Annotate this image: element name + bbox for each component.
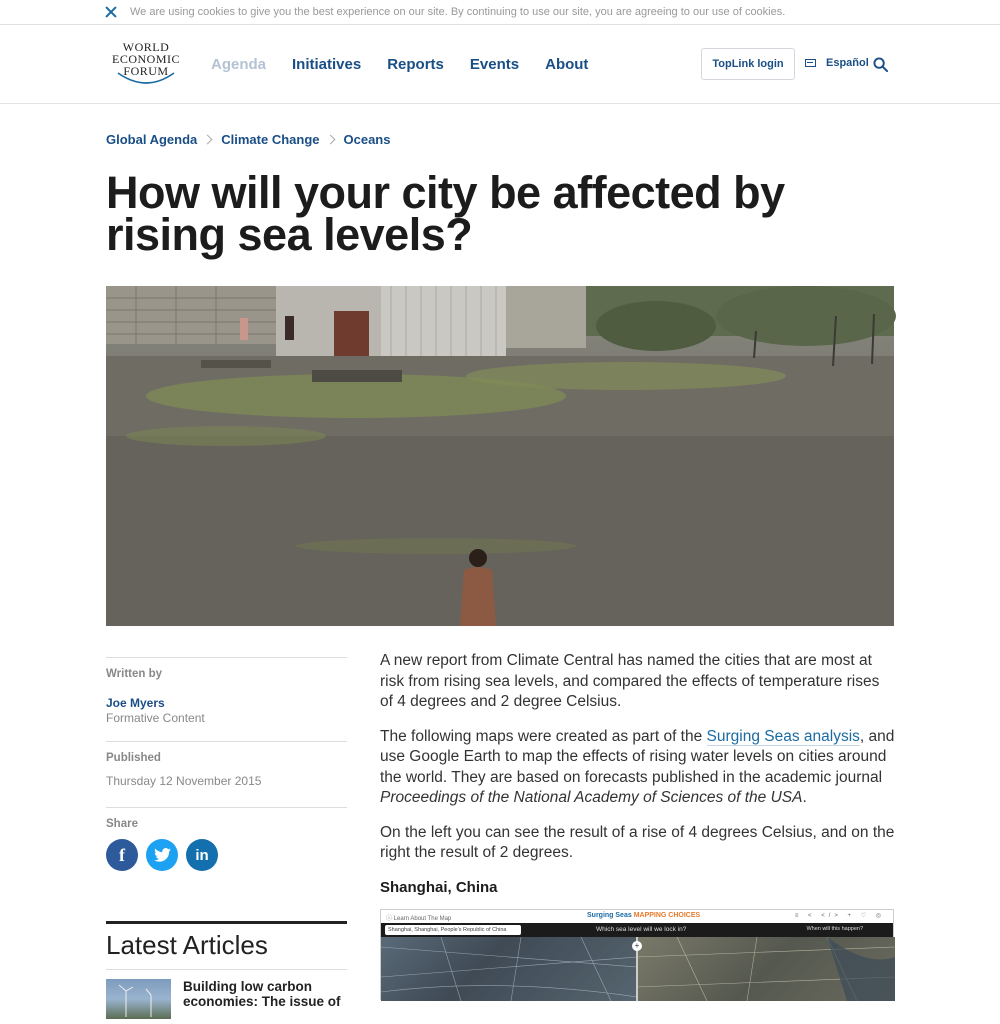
author-name-link[interactable]: Joe Myers	[106, 696, 165, 710]
p2-text-middle: , and use Google Earth to map the effects of rising water levels on cities around the world. They are based on forecasts published in the academic journal	[380, 727, 895, 786]
latest-article-headline[interactable]: Building low carbon economies: The issue of	[183, 979, 341, 1009]
flood-photo-illustration	[106, 286, 894, 626]
share-block	[106, 807, 347, 921]
author-org: Formative Content	[106, 711, 205, 725]
language-switcher[interactable]	[805, 57, 869, 69]
breadcrumb-oceans[interactable]: Oceans	[343, 132, 391, 147]
map-when-label: When will this happen?	[806, 926, 863, 932]
language-icon	[805, 59, 816, 67]
map-toolbar	[381, 910, 893, 923]
article-sidebar	[106, 657, 347, 1019]
article-paragraph-3: On the left you can see the result of a rise of 4 degrees Celsius, and on the right the result of 2 degrees.	[380, 823, 895, 861]
nav-item-reports[interactable]: Reports	[387, 56, 444, 73]
nav-item-agenda[interactable]: Agenda	[211, 56, 267, 73]
language-label: Español	[826, 57, 869, 69]
twitter-bird-icon	[154, 848, 171, 862]
article-paragraph-2	[380, 727, 895, 809]
map-brand	[587, 912, 700, 919]
map-question: Which sea level will we lock in?	[596, 926, 687, 933]
map-split-view	[381, 937, 893, 1001]
author-block	[106, 657, 347, 741]
map-right-2-degrees	[637, 937, 895, 1001]
p2-text-end: .	[802, 789, 807, 806]
written-by-label: Written by	[106, 668, 163, 680]
logo-arc-icon	[116, 71, 176, 87]
chevron-right-icon	[325, 135, 335, 145]
nav-item-about[interactable]: About	[545, 56, 589, 73]
map-left-roads	[381, 937, 637, 1001]
map-search-bar	[381, 923, 893, 937]
main-nav	[211, 56, 614, 73]
wef-logo[interactable]	[106, 41, 186, 91]
latest-articles-section	[106, 921, 347, 1019]
map-learn-label: ⓘ Learn About The Map	[386, 916, 452, 922]
map-zoom-in-icon: +	[632, 941, 642, 951]
breadcrumb-global-agenda[interactable]: Global Agenda	[106, 132, 198, 147]
map-brand-part1: Surging Seas	[587, 912, 632, 919]
logo-line-2: ECONOMIC	[111, 52, 180, 66]
nav-item-initiatives[interactable]: Initiatives	[292, 56, 362, 73]
page-title: How will your city be affected by rising sea levels?	[106, 167, 785, 260]
article-body	[380, 651, 895, 898]
hero-image-flooded-street	[106, 286, 894, 626]
search-icon[interactable]	[873, 57, 888, 72]
published-label: Published	[106, 752, 161, 764]
journal-name: Proceedings of the National Academy of Sciences of the USA	[380, 789, 803, 806]
site-header	[0, 25, 1000, 104]
map-search-field: Shanghai, Shanghai, People's Republic of China	[385, 925, 521, 935]
chevron-right-icon	[203, 135, 213, 145]
share-buttons	[106, 839, 347, 871]
map-tools: ≡ < </> + ♡ ◎	[794, 913, 885, 919]
wind-turbine-icon	[106, 979, 171, 1019]
nav-item-events[interactable]: Events	[469, 56, 520, 73]
close-icon[interactable]	[104, 5, 118, 19]
map-right-roads	[637, 937, 895, 1001]
article-paragraph-1: A new report from Climate Central has named the cities that are most at risk from rising sea levels, and compared the effects of temperature rises of 4 degrees and 2 degree Celsius.	[380, 652, 880, 710]
logo-line-1: WORLD	[122, 40, 170, 54]
city-heading: Shanghai, China	[380, 878, 498, 896]
linkedin-icon[interactable]: in	[186, 839, 218, 871]
toplink-login-button[interactable]: TopLink login	[701, 48, 795, 80]
latest-articles-heading: Latest Articles	[106, 930, 268, 960]
p2-text-before: The following maps were created as part of the	[380, 727, 707, 745]
surging-seas-map-image	[380, 909, 894, 1000]
twitter-icon[interactable]	[146, 839, 178, 871]
latest-article-thumbnail	[106, 979, 171, 1019]
logo-line-3: FORUM	[123, 64, 169, 78]
published-date: Thursday 12 November 2015	[106, 774, 262, 788]
map-left-4-degrees	[381, 937, 637, 1001]
published-block	[106, 741, 347, 807]
breadcrumb	[106, 132, 390, 147]
facebook-icon[interactable]: f	[106, 839, 138, 871]
breadcrumb-climate-change[interactable]: Climate Change	[221, 132, 320, 147]
share-label: Share	[106, 818, 138, 830]
surging-seas-link[interactable]: Surging Seas analysis	[706, 727, 860, 745]
cookie-text: We are using cookies to give you the best experience on our site. By continuing to use our site, you are agreeing to our use of cookies.	[130, 6, 786, 18]
cookie-banner	[0, 0, 1000, 25]
latest-article-item[interactable]	[106, 969, 347, 1019]
map-brand-part2: MAPPING CHOICES	[633, 912, 701, 919]
